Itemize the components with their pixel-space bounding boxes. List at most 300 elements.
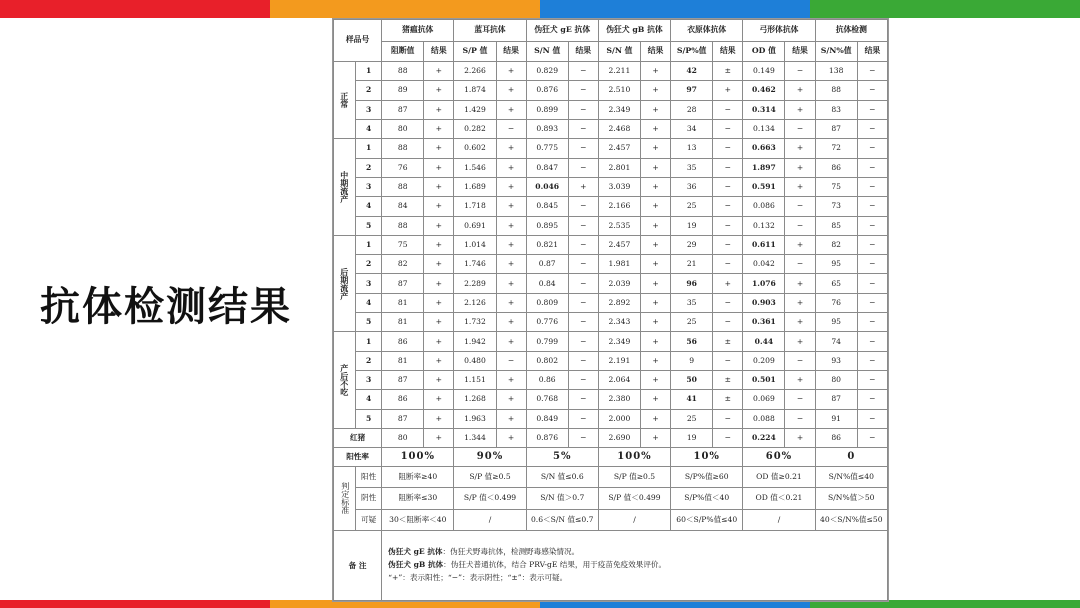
result-cell: + xyxy=(641,216,671,235)
value-cell: 0.611 xyxy=(743,235,785,254)
group-header: 衣原体抗体 xyxy=(671,20,743,42)
criteria-value: OD 值＜0.21 xyxy=(743,488,815,509)
result-cell: + xyxy=(424,428,454,447)
value-cell: 0.895 xyxy=(526,216,568,235)
criteria-row xyxy=(334,509,888,530)
criteria-value: 60＜S/P%值≤40 xyxy=(671,509,743,530)
result-cell: + xyxy=(496,158,526,177)
sample-id: 2 xyxy=(356,255,382,274)
result-cell: − xyxy=(568,313,598,332)
value-cell: 13 xyxy=(671,139,713,158)
note-text: ：伪狂犬普通抗体，结合 PRV-gE 结果，用于疫苗免疫效果评价。 xyxy=(443,560,667,570)
note-key: 伪狂犬 gB 抗体 xyxy=(388,560,444,570)
result-cell: − xyxy=(713,197,743,216)
value-cell: 95 xyxy=(815,255,857,274)
result-cell: − xyxy=(785,216,815,235)
value-cell: 89 xyxy=(382,81,424,100)
positive-rate-value: 10% xyxy=(671,448,743,466)
result-cell: − xyxy=(857,81,887,100)
value-cell: 88 xyxy=(382,62,424,81)
antibody-results-table xyxy=(333,19,888,601)
sample-id: 4 xyxy=(356,390,382,409)
sample-id: 2 xyxy=(356,351,382,370)
value-cell: 87 xyxy=(382,100,424,119)
table-row xyxy=(334,235,888,254)
criteria-value: OD 值≥0.21 xyxy=(743,466,815,487)
sample-header: 样品号 xyxy=(334,20,382,62)
value-cell: 0.893 xyxy=(526,119,568,138)
result-cell: + xyxy=(785,428,815,447)
result-cell: − xyxy=(713,139,743,158)
value-cell: 88 xyxy=(382,216,424,235)
value-cell: 81 xyxy=(382,313,424,332)
top-color-bar xyxy=(0,0,1080,18)
table-row xyxy=(334,390,888,409)
table-row xyxy=(334,139,888,158)
value-cell: 1.874 xyxy=(454,81,496,100)
positive-rate-value: 60% xyxy=(743,448,815,466)
value-cell: 0.899 xyxy=(526,100,568,119)
result-cell: − xyxy=(857,371,887,390)
result-cell: − xyxy=(568,158,598,177)
result-cell: + xyxy=(424,235,454,254)
result-cell: + xyxy=(496,409,526,428)
sample-id: 3 xyxy=(356,177,382,196)
result-cell: + xyxy=(496,274,526,293)
result-cell: + xyxy=(496,177,526,196)
result-cell: + xyxy=(496,390,526,409)
result-cell: + xyxy=(424,197,454,216)
value-cell: 91 xyxy=(815,409,857,428)
result-cell: − xyxy=(568,235,598,254)
value-cell: 0.462 xyxy=(743,81,785,100)
group-header: 蓝耳抗体 xyxy=(454,20,526,42)
value-cell: 138 xyxy=(815,62,857,81)
result-cell: + xyxy=(641,313,671,332)
value-cell: 2.468 xyxy=(598,119,640,138)
color-segment xyxy=(810,0,1080,18)
value-cell: 0.282 xyxy=(454,119,496,138)
sample-id: 4 xyxy=(356,293,382,312)
value-cell: 0.809 xyxy=(526,293,568,312)
result-cell: + xyxy=(641,332,671,351)
result-cell: + xyxy=(641,158,671,177)
value-cell: 2.039 xyxy=(598,274,640,293)
value-cell: 0.776 xyxy=(526,313,568,332)
value-cell: 86 xyxy=(382,332,424,351)
table-row xyxy=(334,274,888,293)
result-cell: − xyxy=(713,177,743,196)
result-cell: ± xyxy=(713,371,743,390)
value-cell: 41 xyxy=(671,390,713,409)
subheader-cell: S/N 值 xyxy=(598,42,640,62)
result-cell: − xyxy=(496,351,526,370)
value-cell: 75 xyxy=(815,177,857,196)
result-cell: − xyxy=(713,351,743,370)
subheader-cell: 结果 xyxy=(568,42,598,62)
result-cell: + xyxy=(496,216,526,235)
result-cell: + xyxy=(424,274,454,293)
value-cell: 0.799 xyxy=(526,332,568,351)
result-cell: ± xyxy=(713,390,743,409)
subheader-cell: 结果 xyxy=(424,42,454,62)
value-cell: 0.209 xyxy=(743,351,785,370)
value-cell: 0.847 xyxy=(526,158,568,177)
sample-id: 5 xyxy=(356,409,382,428)
table-row xyxy=(334,351,888,370)
table-row xyxy=(334,216,888,235)
criteria-type: 阴性 xyxy=(356,488,382,509)
value-cell: 87 xyxy=(815,390,857,409)
result-cell: + xyxy=(496,235,526,254)
note-line xyxy=(388,559,887,572)
result-cell: + xyxy=(424,100,454,119)
subheader-cell: S/N 值 xyxy=(526,42,568,62)
value-cell: 84 xyxy=(382,197,424,216)
value-cell: 1.151 xyxy=(454,371,496,390)
sample-id: 5 xyxy=(356,313,382,332)
result-cell: − xyxy=(568,119,598,138)
value-cell: 35 xyxy=(671,158,713,177)
value-cell: 88 xyxy=(382,177,424,196)
value-cell: 86 xyxy=(815,158,857,177)
value-cell: 19 xyxy=(671,428,713,447)
slide-title: 抗体检测结果 xyxy=(40,284,292,330)
subheader-cell: 结果 xyxy=(641,42,671,62)
sample-id: 1 xyxy=(356,235,382,254)
result-cell: − xyxy=(713,158,743,177)
criteria-value: 0.6＜S/N 值≤0.7 xyxy=(526,509,598,530)
value-cell: 2.892 xyxy=(598,293,640,312)
table-row xyxy=(334,313,888,332)
criteria-label: 判定标准 xyxy=(334,466,356,530)
value-cell: 2.064 xyxy=(598,371,640,390)
result-cell: − xyxy=(785,62,815,81)
value-cell: 0.314 xyxy=(743,100,785,119)
table-row xyxy=(334,255,888,274)
result-cell: + xyxy=(641,293,671,312)
table-row xyxy=(334,177,888,196)
result-cell: − xyxy=(713,216,743,235)
value-cell: 0.86 xyxy=(526,371,568,390)
result-cell: + xyxy=(785,293,815,312)
value-cell: 0.132 xyxy=(743,216,785,235)
subheader-cell: OD 值 xyxy=(743,42,785,62)
value-cell: 0.849 xyxy=(526,409,568,428)
value-cell: 85 xyxy=(815,216,857,235)
value-cell: 0.361 xyxy=(743,313,785,332)
value-cell: 87 xyxy=(815,119,857,138)
criteria-value: / xyxy=(454,509,526,530)
result-cell: − xyxy=(857,139,887,158)
result-cell: + xyxy=(785,332,815,351)
sample-id: 5 xyxy=(356,216,382,235)
result-cell: − xyxy=(857,235,887,254)
result-cell: + xyxy=(496,81,526,100)
value-cell: 25 xyxy=(671,197,713,216)
group-header: 猪瘟抗体 xyxy=(382,20,454,42)
result-cell: + xyxy=(496,293,526,312)
value-cell: 76 xyxy=(382,158,424,177)
value-cell: 1.718 xyxy=(454,197,496,216)
value-cell: 0.224 xyxy=(743,428,785,447)
value-cell: 2.535 xyxy=(598,216,640,235)
value-cell: 36 xyxy=(671,177,713,196)
value-cell: 1.732 xyxy=(454,313,496,332)
value-cell: 3.039 xyxy=(598,177,640,196)
criteria-value: S/P 值≥0.5 xyxy=(598,466,670,487)
result-cell: − xyxy=(568,428,598,447)
value-cell: 0.134 xyxy=(743,119,785,138)
value-cell: 76 xyxy=(815,293,857,312)
value-cell: 86 xyxy=(815,428,857,447)
value-cell: 1.689 xyxy=(454,177,496,196)
result-cell: + xyxy=(496,371,526,390)
result-cell: + xyxy=(424,332,454,351)
subheader-row xyxy=(334,42,888,62)
result-cell: + xyxy=(424,409,454,428)
result-cell: − xyxy=(568,332,598,351)
result-cell: + xyxy=(496,313,526,332)
result-cell: + xyxy=(641,371,671,390)
value-cell: 93 xyxy=(815,351,857,370)
value-cell: 2.343 xyxy=(598,313,640,332)
red-pig-row xyxy=(334,428,888,447)
result-cell: − xyxy=(785,255,815,274)
header-row xyxy=(334,20,888,42)
color-segment xyxy=(0,0,270,18)
note-line: “+”：表示阳性；“−”：表示阴性；“±”：表示可疑。 xyxy=(388,573,568,582)
result-cell: + xyxy=(785,158,815,177)
table-row xyxy=(334,119,888,138)
result-cell: + xyxy=(641,409,671,428)
value-cell: 2.191 xyxy=(598,351,640,370)
result-cell: − xyxy=(568,409,598,428)
criteria-type: 可疑 xyxy=(356,509,382,530)
color-segment xyxy=(540,0,810,18)
value-cell: 88 xyxy=(815,81,857,100)
result-cell: + xyxy=(424,293,454,312)
result-cell: − xyxy=(857,100,887,119)
result-cell: + xyxy=(641,139,671,158)
result-cell: + xyxy=(785,177,815,196)
sample-id: 3 xyxy=(356,371,382,390)
value-cell: 0.84 xyxy=(526,274,568,293)
value-cell: 0.149 xyxy=(743,62,785,81)
group-header: 伪狂犬 gE 抗体 xyxy=(526,20,598,42)
result-cell: ± xyxy=(713,62,743,81)
result-cell: − xyxy=(857,158,887,177)
table-row xyxy=(334,293,888,312)
subheader-cell: 结果 xyxy=(713,42,743,62)
value-cell: 0.775 xyxy=(526,139,568,158)
value-cell: 2.457 xyxy=(598,235,640,254)
value-cell: 0.802 xyxy=(526,351,568,370)
subheader-cell: 结果 xyxy=(496,42,526,62)
result-cell: − xyxy=(713,428,743,447)
value-cell: 0.069 xyxy=(743,390,785,409)
color-segment xyxy=(270,0,540,18)
subheader-cell: S/P 值 xyxy=(454,42,496,62)
table-row xyxy=(334,197,888,216)
result-cell: + xyxy=(424,177,454,196)
result-cell: − xyxy=(568,197,598,216)
result-cell: − xyxy=(713,409,743,428)
result-cell: − xyxy=(857,62,887,81)
value-cell: 2.349 xyxy=(598,332,640,351)
value-cell: 74 xyxy=(815,332,857,351)
value-cell: 1.746 xyxy=(454,255,496,274)
criteria-value: 40＜S/N%值≤50 xyxy=(815,509,887,530)
positive-rate-row xyxy=(334,448,888,466)
value-cell: 80 xyxy=(382,428,424,447)
result-cell: + xyxy=(424,119,454,138)
result-cell: − xyxy=(568,274,598,293)
result-cell: + xyxy=(641,100,671,119)
result-cell: + xyxy=(785,235,815,254)
value-cell: 1.076 xyxy=(743,274,785,293)
subheader-cell: 结果 xyxy=(857,42,887,62)
value-cell: 2.166 xyxy=(598,197,640,216)
value-cell: 1.268 xyxy=(454,390,496,409)
group-header: 伪狂犬 gB 抗体 xyxy=(598,20,670,42)
criteria-value: S/N 值＞0.7 xyxy=(526,488,598,509)
result-cell: + xyxy=(641,274,671,293)
result-cell: − xyxy=(713,313,743,332)
value-cell: 0.480 xyxy=(454,351,496,370)
result-cell: − xyxy=(857,351,887,370)
value-cell: 2.510 xyxy=(598,81,640,100)
sample-id: 1 xyxy=(356,139,382,158)
result-cell: ± xyxy=(713,332,743,351)
value-cell: 80 xyxy=(382,119,424,138)
value-cell: 73 xyxy=(815,197,857,216)
sample-id: 1 xyxy=(356,332,382,351)
table-row xyxy=(334,409,888,428)
value-cell: 1.429 xyxy=(454,100,496,119)
group-header: 弓形体抗体 xyxy=(743,20,815,42)
result-cell: − xyxy=(785,351,815,370)
result-cell: + xyxy=(424,371,454,390)
notes-label: 备 注 xyxy=(334,531,382,601)
row-label: 红猪 xyxy=(334,428,382,447)
result-cell: + xyxy=(785,371,815,390)
criteria-value: S/P 值＜0.499 xyxy=(598,488,670,509)
value-cell: 87 xyxy=(382,409,424,428)
result-cell: + xyxy=(641,81,671,100)
result-cell: + xyxy=(785,100,815,119)
value-cell: 0.602 xyxy=(454,139,496,158)
table-row xyxy=(334,81,888,100)
result-cell: + xyxy=(496,139,526,158)
value-cell: 56 xyxy=(671,332,713,351)
note-text: ：伪狂犬野毒抗体，检测野毒感染情况。 xyxy=(442,547,580,557)
result-cell: − xyxy=(568,390,598,409)
criteria-value: S/N 值≤0.6 xyxy=(526,466,598,487)
result-cell: + xyxy=(713,81,743,100)
value-cell: 29 xyxy=(671,235,713,254)
result-cell: + xyxy=(424,158,454,177)
result-cell: + xyxy=(713,274,743,293)
sample-id: 4 xyxy=(356,119,382,138)
value-cell: 95 xyxy=(815,313,857,332)
result-cell: + xyxy=(424,216,454,235)
table-row xyxy=(334,371,888,390)
value-cell: 0.876 xyxy=(526,81,568,100)
result-cell: + xyxy=(641,428,671,447)
value-cell: 0.046 xyxy=(526,177,568,196)
criteria-value: 30＜阻断率＜40 xyxy=(382,509,454,530)
result-cell: + xyxy=(785,313,815,332)
group-label: 后期流产 xyxy=(334,235,356,332)
value-cell: 2.266 xyxy=(454,62,496,81)
result-cell: − xyxy=(785,390,815,409)
criteria-value: S/P%值≥60 xyxy=(671,466,743,487)
result-cell: + xyxy=(785,81,815,100)
result-cell: + xyxy=(496,255,526,274)
criteria-value: S/P 值＜0.499 xyxy=(454,488,526,509)
result-cell: − xyxy=(568,139,598,158)
value-cell: 25 xyxy=(671,409,713,428)
value-cell: 0.903 xyxy=(743,293,785,312)
value-cell: 1.546 xyxy=(454,158,496,177)
value-cell: 1.897 xyxy=(743,158,785,177)
group-label: 正常 xyxy=(334,62,356,139)
criteria-value: S/N%值＞50 xyxy=(815,488,887,509)
result-cell: − xyxy=(568,371,598,390)
result-cell: − xyxy=(568,62,598,81)
value-cell: 2.380 xyxy=(598,390,640,409)
result-cell: − xyxy=(785,119,815,138)
result-cell: + xyxy=(641,255,671,274)
value-cell: 81 xyxy=(382,293,424,312)
sample-id: 3 xyxy=(356,100,382,119)
value-cell: 83 xyxy=(815,100,857,119)
value-cell: 2.690 xyxy=(598,428,640,447)
result-cell: + xyxy=(641,351,671,370)
note-line xyxy=(388,546,887,559)
value-cell: 0.876 xyxy=(526,428,568,447)
result-cell: + xyxy=(424,313,454,332)
value-cell: 2.289 xyxy=(454,274,496,293)
result-cell: − xyxy=(857,197,887,216)
result-cell: + xyxy=(641,235,671,254)
result-cell: + xyxy=(424,62,454,81)
value-cell: 1.344 xyxy=(454,428,496,447)
sample-id: 3 xyxy=(356,274,382,293)
result-cell: − xyxy=(713,235,743,254)
result-cell: − xyxy=(568,351,598,370)
value-cell: 0.845 xyxy=(526,197,568,216)
result-cell: − xyxy=(568,216,598,235)
positive-rate-value: 100% xyxy=(598,448,670,466)
value-cell: 86 xyxy=(382,390,424,409)
result-cell: + xyxy=(424,351,454,370)
positive-rate-value: 5% xyxy=(526,448,598,466)
table-row xyxy=(334,158,888,177)
result-cell: + xyxy=(785,139,815,158)
value-cell: 21 xyxy=(671,255,713,274)
group-label: 中期流产 xyxy=(334,139,356,236)
result-cell: − xyxy=(713,255,743,274)
result-cell: − xyxy=(713,293,743,312)
value-cell: 0.591 xyxy=(743,177,785,196)
result-cell: + xyxy=(641,62,671,81)
positive-rate-value: 100% xyxy=(382,448,454,466)
result-cell: − xyxy=(857,332,887,351)
result-cell: + xyxy=(785,274,815,293)
result-cell: − xyxy=(857,274,887,293)
